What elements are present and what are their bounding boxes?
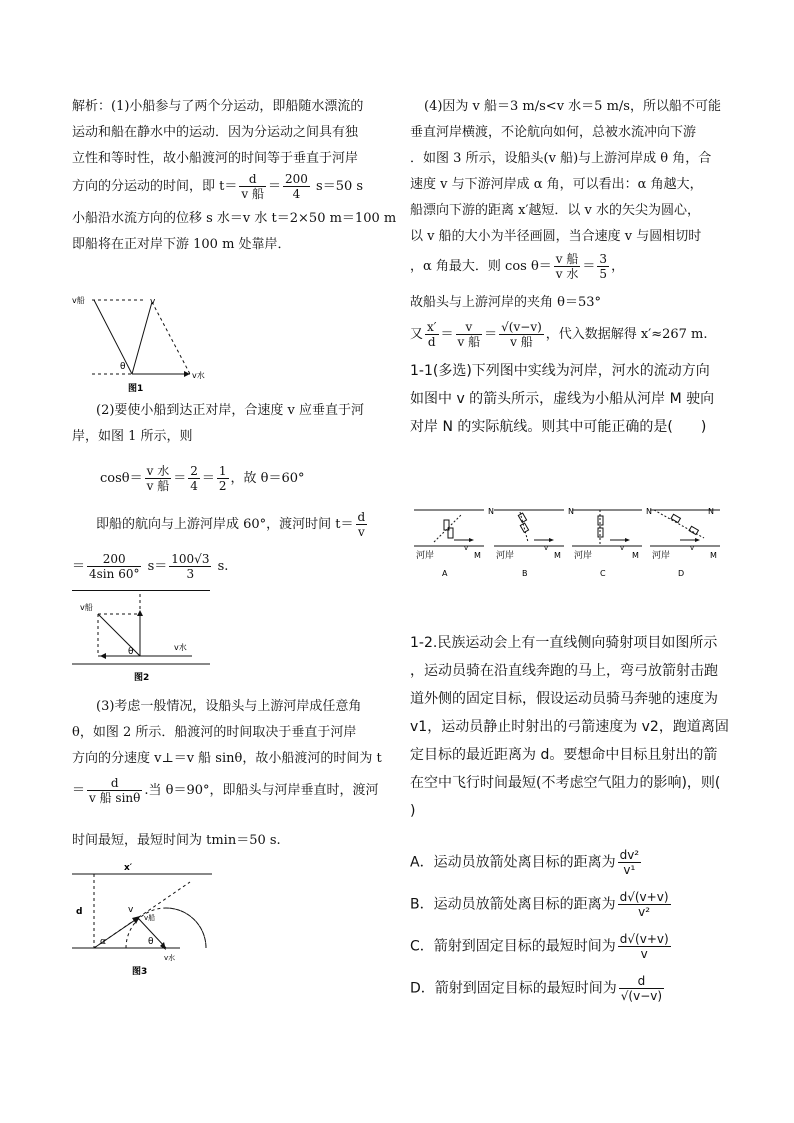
analysis-line: 速度 v 与下游河岸成 α 角，可以看出：α 角越大， bbox=[410, 177, 703, 192]
analysis-line: 方向的分速度 v⊥＝v 船 sinθ，故小船渡河的时间为 t bbox=[72, 751, 382, 766]
v-water-label: v水 bbox=[164, 954, 176, 962]
v-water-label: v水 bbox=[192, 371, 205, 380]
figure-caption: 图3 bbox=[132, 967, 148, 977]
analysis-line: (3)考虑一般情况，设船头与上游河岸成任意角 bbox=[96, 699, 362, 714]
v-label: v bbox=[544, 544, 549, 552]
bank-label: 河岸 bbox=[652, 551, 671, 561]
figure-2 bbox=[72, 594, 212, 686]
analysis-line: 以 v 船的大小为半径画圆，当合速度 v 与圆相切时 bbox=[410, 229, 702, 244]
v-label: v bbox=[128, 905, 134, 915]
time-formula: 方向的分运动的时间，即 t＝ $\frac{d}{\text{v 船}}$ ＝ $\frac{200}{4}$ s＝50 s bbox=[72, 172, 364, 201]
analysis-line: 即船将在正对岸下游 100 m 处靠岸． bbox=[72, 237, 291, 252]
option-b: B．运动员放箭处离目标的距离为 $\frac{d√(v+v)}{\text{v²}}$ bbox=[410, 890, 669, 919]
question-line: 定目标的最近距离为 d。要想命中目标且射出的箭 bbox=[410, 747, 718, 763]
analysis-line: 岸，如图 1 所示，则 bbox=[72, 429, 193, 444]
question-line: 如图中 v 的箭头所示，虚线为小船从河岸 M 驶向 bbox=[410, 391, 715, 407]
cos-theta-formula: ，α 角最大．则 cos θ＝ $\frac{\text{v 船}}{\text{v 水}}$ ＝ $\frac{3}{5}$ ， bbox=[410, 252, 625, 281]
analysis-line: 故船头与上游河岸的夹角 θ＝53° bbox=[410, 295, 602, 310]
q1-figure-b bbox=[494, 507, 574, 578]
time-result-formula: ＝ $\frac{200}{4\sin 60^\circ}$ s＝ $\frac{100√3}{3}$ s. bbox=[72, 552, 229, 581]
question-line: v1，运动员静止时射出的弓箭速度为 v2，跑道离固 bbox=[410, 719, 729, 735]
analysis-line: 时间最短，最短时间为 tmin＝50 s. bbox=[72, 833, 281, 848]
analysis-line: 立性和等时性，故小船渡河的时间等于垂直于河岸 bbox=[72, 151, 359, 166]
analysis-line: (2)要使小船到达正对岸，合速度 v 应垂直于河 bbox=[96, 403, 365, 418]
n-label: N bbox=[568, 507, 574, 516]
question-line: 1-2.民族运动会上有一直线侧向骑射项目如图所示 bbox=[410, 635, 718, 651]
min-time-formula: ＝ $\frac{d}{\text{v 船 sinθ}}$ .当 θ＝90°，即船头与河岸垂直时，渡河 bbox=[72, 776, 379, 805]
q1-figure-c bbox=[572, 507, 652, 578]
v-boat-label: v船 bbox=[144, 914, 156, 922]
v-boat-label: v船 bbox=[80, 603, 93, 612]
n-label: N bbox=[708, 507, 714, 516]
option-label: C bbox=[600, 569, 606, 578]
figure-caption: 图2 bbox=[134, 673, 150, 683]
m-label: M bbox=[474, 551, 481, 560]
option-label: B bbox=[522, 569, 528, 578]
bank-label: 河岸 bbox=[574, 551, 593, 561]
v-label: v bbox=[620, 544, 625, 552]
alpha-label: α bbox=[100, 937, 106, 947]
analysis-line: 垂直河岸横渡，不论航向如何，总被水流冲向下游 bbox=[410, 125, 697, 140]
divider bbox=[72, 590, 210, 591]
theta-label: θ bbox=[128, 647, 134, 657]
heading-line: 即船的航向与上游河岸成 60°，渡河时间 t＝ $\frac{d}{v}$ bbox=[96, 510, 366, 539]
analysis-line: ．如图 3 所示，设船头(v 船)与上游河岸成 θ 角，合 bbox=[410, 151, 712, 166]
option-label: A bbox=[442, 569, 448, 578]
v-label: v bbox=[690, 544, 695, 552]
m-label: M bbox=[710, 551, 717, 560]
x-prime-label: x′ bbox=[124, 863, 133, 873]
question-line: ) bbox=[410, 803, 416, 819]
v-boat-label: v船 bbox=[72, 296, 85, 305]
question-line: 对岸 N 的实际航线。则其中可能正确的是( ) bbox=[410, 419, 707, 435]
q1-figure-d bbox=[650, 507, 720, 578]
d-label: d bbox=[76, 907, 83, 917]
analysis-line: 运动和船在静水中的运动．因为分运动之间具有独 bbox=[72, 125, 359, 140]
option-c: C．箭射到固定目标的最短时间为 $\frac{d√(v+v)}{v}$ bbox=[410, 932, 669, 961]
option-a: A．运动员放箭处离目标的距离为 $\frac{\text{dv²}}{\text{v¹}}$ bbox=[410, 848, 640, 877]
q1-figure-a bbox=[414, 507, 494, 578]
figure-1 bbox=[72, 294, 205, 394]
analysis-line: 船漂向下游的距离 x′越短．以 v 水的矢尖为圆心， bbox=[410, 203, 701, 218]
v-label: v bbox=[150, 297, 156, 307]
q1-figures bbox=[414, 502, 717, 582]
question-line: 在空中飞行时间最短(不考虑空气阻力的影响)，则( bbox=[410, 775, 721, 791]
figure-caption: 图1 bbox=[128, 384, 144, 394]
option-d: D．箭射到固定目标的最短时间为 $\frac{d}{√(v-v)}$ bbox=[410, 974, 663, 1003]
figure-3 bbox=[72, 860, 222, 980]
analysis-line: 小船沿水流方向的位移 s 水＝v 水 t＝2×50 m＝100 m bbox=[72, 211, 397, 226]
v-label: v bbox=[464, 544, 469, 552]
cos-formula: cosθ＝ $\frac{\text{v 水}}{\text{v 船}}$ ＝ $\frac{2}{4}$ ＝ $\frac{1}{2}$ ，故 θ＝60° bbox=[100, 464, 305, 493]
question-line: 1-1(多选)下列图中实线为河岸，河水的流动方向 bbox=[410, 363, 710, 379]
bank-label: 河岸 bbox=[416, 551, 435, 561]
m-label: M bbox=[554, 551, 561, 560]
theta-label: θ bbox=[120, 362, 126, 372]
distance-formula: 又 $\frac{x'}{d}$ ＝ $\frac{v}{\text{v 船}}$ ＝ $\frac{√(v-v)}{\text{v 船}}$ ，代入数据解得 x′≈267 m. bbox=[410, 320, 708, 349]
question-line: 道外侧的固定目标，假设运动员骑马奔驰的速度为 bbox=[410, 691, 718, 707]
analysis-line: θ，如图 2 所示．船渡河的时间取决于垂直于河岸 bbox=[72, 725, 357, 740]
n-label: N bbox=[646, 507, 652, 516]
analysis-line: 解析：(1)小船参与了两个分运动，即船随水漂流的 bbox=[72, 99, 364, 114]
n-label: N bbox=[488, 507, 494, 516]
option-label: D bbox=[678, 569, 685, 578]
m-label: M bbox=[632, 551, 639, 560]
bank-label: 河岸 bbox=[496, 551, 515, 561]
v-water-label: v水 bbox=[174, 643, 187, 652]
analysis-line: (4)因为 v 船＝3 m/s<v 水＝5 m/s，所以船不可能 bbox=[424, 99, 721, 114]
question-line: ，运动员骑在沿直线奔跑的马上，弯弓放箭射击跑 bbox=[410, 663, 718, 679]
theta-label: θ bbox=[148, 937, 154, 947]
